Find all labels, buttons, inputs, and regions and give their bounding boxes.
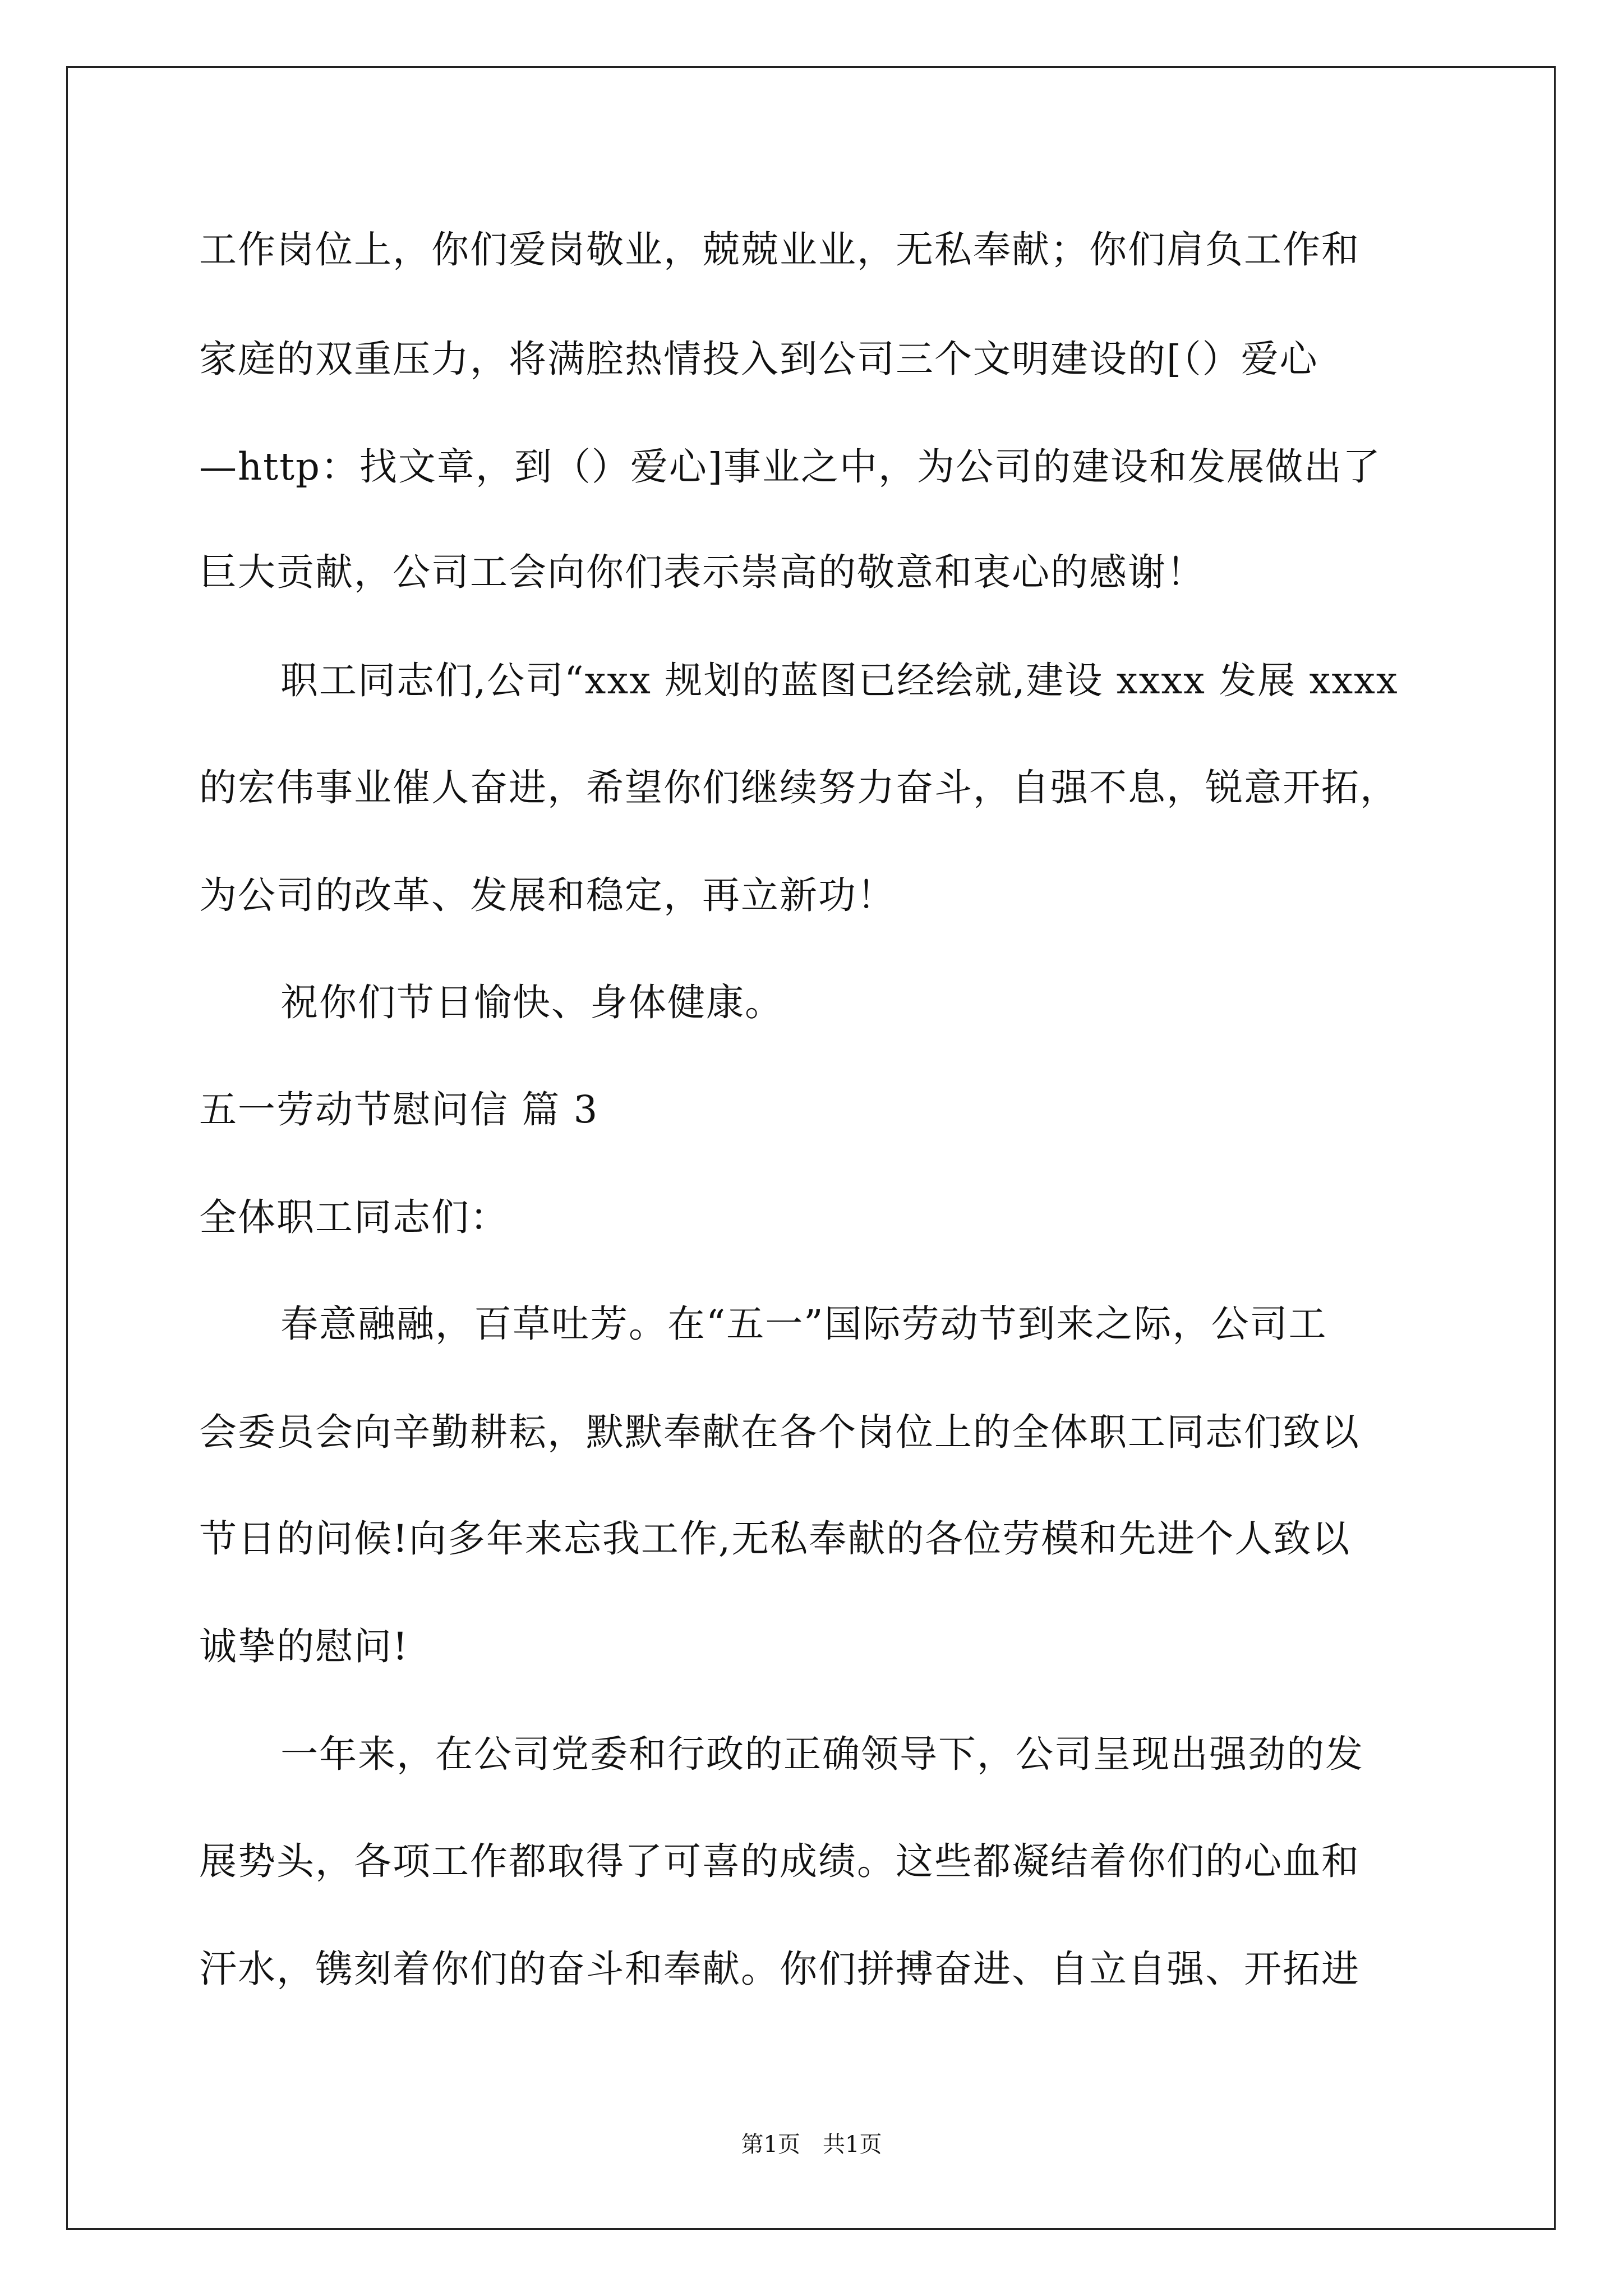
page-number: 第1页 共1页 [741,2132,882,2157]
page-border [66,66,1556,2230]
body-line-1: 工作岗位上，你们爱岗敬业，兢兢业业，无私奉献；你们肩负工作和 [199,228,1360,272]
section-heading: 五一劳动节慰问信 篇 3 [199,1088,599,1131]
body-line-5: 职工同志们,公司“xxx 规划的蓝图已经绘就,建设 xxxx 发展 xxxx [280,659,1399,702]
body-line-14: 诚挚的慰问! [199,1625,409,1668]
body-line-15: 一年来，在公司党委和行政的正确领导下，公司呈现出强劲的发 [280,1732,1364,1776]
body-line-2: 家庭的双重压力，将满腔热情投入到公司三个文明建设的[（）爱心 [199,337,1318,381]
body-line-8: 祝你们节日愉快、身体健康。 [280,981,783,1024]
body-line-4: 巨大贡献，公司工会向你们表示崇高的敬意和衷心的感谢！ [199,550,1205,594]
body-line-3: —http：找文章，到（）爱心]事业之中，为公司的建设和发展做出了 [199,445,1382,489]
salutation: 全体职工同志们： [199,1195,509,1239]
body-line-12: 会委员会向辛勤耕耘，默默奉献在各个岗位上的全体职工同志们致以 [199,1410,1360,1454]
body-line-11: 春意融融，百草吐芳。在“五一”国际劳动节到来之际，公司工 [280,1302,1327,1346]
body-line-6: 的宏伟事业催人奋进，希望你们继续努力奋斗，自强不息，锐意开拓， [199,766,1399,809]
body-line-7: 为公司的改革、发展和稳定，再立新功！ [199,873,896,917]
body-line-17: 汗水，镌刻着你们的奋斗和奉献。你们拼搏奋进、自立自强、开拓进 [199,1947,1360,1991]
body-line-13: 节日的问候!向多年来忘我工作,无私奉献的各位劳模和先进个人致以 [199,1517,1351,1561]
body-line-16: 展势头，各项工作都取得了可喜的成绩。这些都凝结着你们的心血和 [199,1839,1360,1883]
